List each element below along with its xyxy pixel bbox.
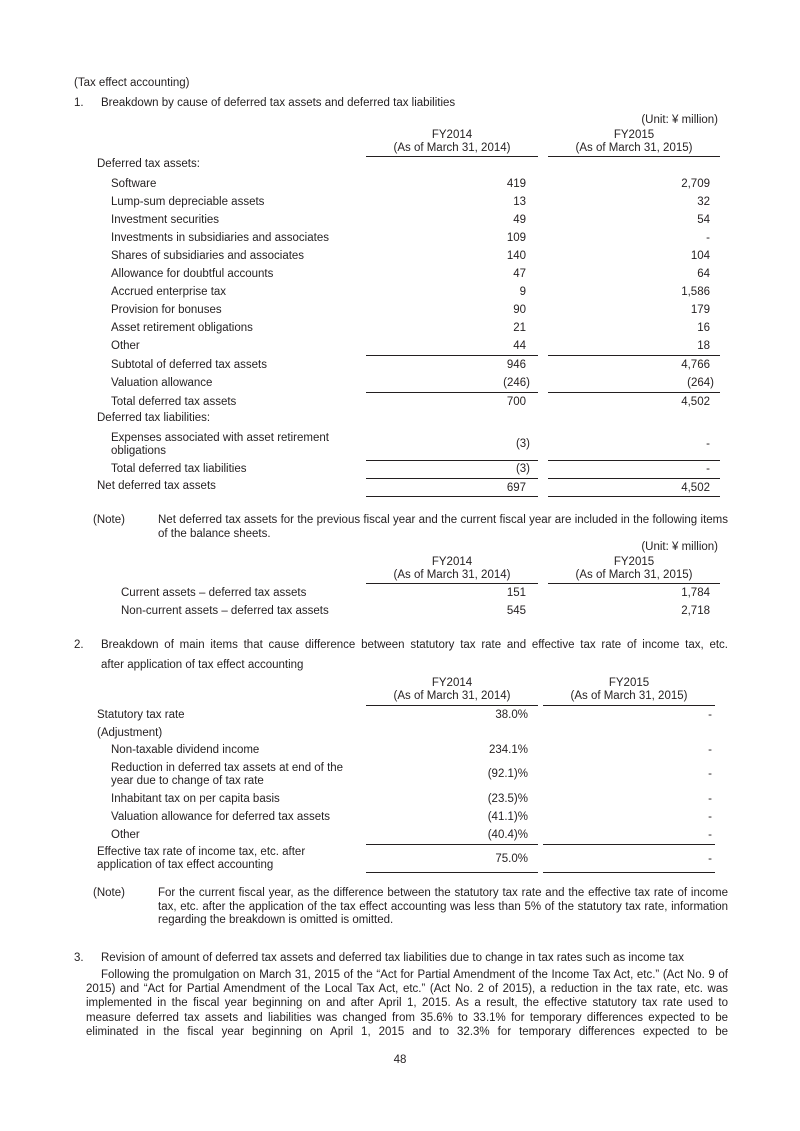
row-value-fy2014: 75.0% bbox=[495, 853, 528, 865]
section1-col1-header-rule bbox=[366, 156, 538, 157]
row-value-fy2015: - bbox=[708, 793, 712, 805]
row-value-fy2014: (3) bbox=[515, 463, 530, 475]
row-value-fy2015: - bbox=[708, 853, 712, 865]
row-label: Investment securities bbox=[111, 214, 220, 226]
row-value-fy2015: 16 bbox=[697, 322, 710, 334]
row-label: Net deferred tax assets bbox=[97, 480, 216, 492]
row-value-fy2015: 32 bbox=[697, 196, 710, 208]
row-value-fy2015: - bbox=[706, 232, 710, 244]
note1-col1-sub: (As of March 31, 2014) bbox=[393, 569, 511, 581]
row-label: Inhabitant tax on per capita basis bbox=[111, 793, 280, 805]
row-label-line1: Expenses associated with asset retirement bbox=[111, 432, 329, 444]
section1-assets-heading: Deferred tax assets: bbox=[97, 158, 200, 170]
header-note: (Tax effect accounting) bbox=[74, 77, 190, 89]
section1-number: 1. bbox=[74, 97, 84, 109]
section1-col2-header-rule bbox=[548, 156, 720, 157]
row-value-fy2014: 545 bbox=[506, 605, 526, 617]
section1-subtotal-rule-fy2014 bbox=[366, 355, 538, 356]
row-label: Accrued enterprise tax bbox=[111, 286, 227, 298]
section2-effective-rule-fy2014 bbox=[366, 844, 538, 845]
section2-col1-title: FY2014 bbox=[431, 677, 473, 689]
section1-net-rule-fy2014 bbox=[366, 478, 538, 479]
section2-adjustment-heading: (Adjustment) bbox=[97, 727, 163, 739]
section1-subtotal-rule-fy2015 bbox=[548, 355, 720, 356]
row-value-fy2015: - bbox=[708, 811, 712, 823]
row-value-fy2015: - bbox=[706, 438, 710, 450]
row-value-fy2015: - bbox=[708, 744, 712, 756]
row-value-fy2015: 4,502 bbox=[681, 482, 710, 494]
row-value-fy2015: 1,586 bbox=[681, 286, 710, 298]
row-value-fy2014: 47 bbox=[513, 268, 526, 280]
row-label: Non-taxable dividend income bbox=[111, 744, 260, 756]
row-label: Total deferred tax assets bbox=[111, 396, 237, 408]
row-value-fy2015: (264) bbox=[687, 377, 714, 389]
note1-col1-header-rule bbox=[366, 583, 538, 584]
section3-number: 3. bbox=[74, 952, 84, 964]
row-value-fy2015: 4,766 bbox=[681, 359, 710, 371]
section1-title: Breakdown by cause of deferred tax assets and deferred tax liabilities bbox=[101, 97, 456, 109]
row-label: Subtotal of deferred tax assets bbox=[111, 359, 267, 371]
section1-net-bottom-rule-fy2014 bbox=[366, 496, 538, 497]
note1-col2-title: FY2015 bbox=[613, 556, 655, 568]
note1-col2-sub: (As of March 31, 2015) bbox=[575, 569, 693, 581]
row-label-line2: obligations bbox=[111, 445, 166, 457]
note1-col2-header-rule bbox=[548, 583, 720, 584]
section1-net-bottom-rule-fy2015 bbox=[548, 496, 720, 497]
row-label: Valuation allowance bbox=[111, 377, 213, 389]
row-value-fy2014: 140 bbox=[506, 250, 526, 262]
section2-title-line2: after application of tax effect accounting bbox=[101, 659, 304, 671]
section3-body: Following the promulgation on March 31, 2015 of the “Act for Partial Amendment of the Income Tax Act, etc.” (Act No. 9 of 2015) and “Act for Partial Amendment of the Local Tax Act, etc.” (Act No. 2 of 2015), a reduction in the tax rate, etc. was implemented in the fiscal year beginning on and after April 1, 2015. As a result, the effective statutory tax rate used to measure deferred tax assets and liabilities was changed from 35.6% to 33.1% for temporary differences expected to be eliminated in the fiscal year beginning on April 1, 2015 and to 32.3% for temporary differences expected to be bbox=[86, 969, 728, 1038]
row-value-fy2015: 4,502 bbox=[681, 396, 710, 408]
section1-total-rule-fy2014 bbox=[366, 392, 538, 393]
row-value-fy2014: 419 bbox=[506, 178, 526, 190]
row-label-line2: year due to change of tax rate bbox=[111, 775, 264, 787]
row-value-fy2014: 151 bbox=[506, 587, 526, 599]
row-value-fy2015: 2,718 bbox=[681, 605, 710, 617]
page-number: 48 bbox=[393, 1054, 407, 1066]
row-label: Provision for bonuses bbox=[111, 304, 222, 316]
section1-total-rule-fy2015 bbox=[548, 392, 720, 393]
row-label: Shares of subsidiaries and associates bbox=[111, 250, 305, 262]
row-label: Total deferred tax liabilities bbox=[111, 463, 247, 475]
row-label: Lump-sum depreciable assets bbox=[111, 196, 265, 208]
section2-col2-title: FY2015 bbox=[608, 677, 650, 689]
row-value-fy2015: 2,709 bbox=[681, 178, 710, 190]
row-value-fy2014: (92.1)% bbox=[487, 768, 528, 780]
row-label: Investments in subsidiaries and associates bbox=[111, 232, 329, 244]
row-label-line1: Effective tax rate of income tax, etc. after bbox=[97, 846, 306, 858]
note2-label: (Note) bbox=[93, 887, 125, 899]
row-value-fy2014: 13 bbox=[513, 196, 526, 208]
section2-effective-rule-fy2015 bbox=[543, 844, 715, 845]
section2-col1-header-rule bbox=[366, 705, 538, 706]
row-value-fy2014: 44 bbox=[513, 340, 526, 352]
row-value-fy2015: 1,784 bbox=[681, 587, 710, 599]
row-label: Statutory tax rate bbox=[97, 709, 185, 721]
section1-unit: (Unit: ¥ million) bbox=[641, 114, 718, 126]
section1-col1-sub: (As of March 31, 2014) bbox=[393, 142, 511, 154]
section1-liab-rule-fy2015 bbox=[548, 460, 720, 461]
row-value-fy2015: 54 bbox=[697, 214, 710, 226]
row-value-fy2015: 104 bbox=[690, 250, 710, 262]
row-value-fy2014: 946 bbox=[506, 359, 526, 371]
section2-number: 2. bbox=[74, 639, 84, 651]
section1-liab-rule-fy2014 bbox=[366, 460, 538, 461]
section1-col2-sub: (As of March 31, 2015) bbox=[575, 142, 693, 154]
row-value-fy2014: 109 bbox=[506, 232, 526, 244]
section2-bottom-rule-fy2015 bbox=[543, 872, 715, 873]
section2-col2-header-rule bbox=[543, 705, 715, 706]
section2-bottom-rule-fy2014 bbox=[366, 872, 538, 873]
section1-col1-title: FY2014 bbox=[431, 129, 473, 141]
section1-col2-title: FY2015 bbox=[613, 129, 655, 141]
section1-liabilities-heading: Deferred tax liabilities: bbox=[97, 412, 211, 424]
row-value-fy2015: - bbox=[708, 829, 712, 841]
row-value-fy2014: 49 bbox=[513, 214, 526, 226]
row-value-fy2014: 9 bbox=[519, 286, 526, 298]
row-value-fy2014: 90 bbox=[513, 304, 526, 316]
section2-title-line1: Breakdown of main items that cause difference between statutory tax rate and effective tax rate of income tax, etc. bbox=[101, 639, 728, 651]
note2-text: For the current fiscal year, as the difference between the statutory tax rate and the effective tax rate of income tax, etc. after the application of the tax effect accounting was less than 5% of the statutory tax rate, information regarding the breakdown is omitted is omitted. bbox=[158, 887, 728, 926]
row-value-fy2015: - bbox=[706, 463, 710, 475]
row-value-fy2014: 38.0% bbox=[495, 709, 528, 721]
row-value-fy2014: 234.1% bbox=[488, 744, 528, 756]
section2-col1-sub: (As of March 31, 2014) bbox=[393, 690, 511, 702]
row-value-fy2015: 179 bbox=[690, 304, 710, 316]
row-label: Asset retirement obligations bbox=[111, 322, 253, 334]
row-value-fy2015: - bbox=[708, 709, 712, 721]
row-label: Non-current assets – deferred tax assets bbox=[121, 605, 329, 617]
row-value-fy2015: 18 bbox=[697, 340, 710, 352]
row-value-fy2014: 700 bbox=[506, 396, 526, 408]
row-value-fy2014: (23.5)% bbox=[487, 793, 528, 805]
section2-col2-sub: (As of March 31, 2015) bbox=[570, 690, 688, 702]
note1-col1-title: FY2014 bbox=[431, 556, 473, 568]
row-label: Valuation allowance for deferred tax assets bbox=[111, 811, 331, 823]
row-label: Other bbox=[111, 340, 140, 352]
note1-text: Net deferred tax assets for the previous fiscal year and the current fiscal year are included in the following items of the balance sheets. bbox=[158, 514, 728, 540]
row-label-line1: Reduction in deferred tax assets at end of the bbox=[111, 762, 344, 774]
section3-title: Revision of amount of deferred tax assets and deferred tax liabilities due to change in tax rates such as income tax bbox=[101, 952, 684, 964]
row-value-fy2014: (41.1)% bbox=[487, 811, 528, 823]
row-value-fy2014: (246) bbox=[503, 377, 530, 389]
row-value-fy2014: 697 bbox=[506, 482, 526, 494]
row-value-fy2014: (3) bbox=[515, 438, 530, 450]
row-label: Current assets – deferred tax assets bbox=[121, 587, 307, 599]
section1-net-rule-fy2015 bbox=[548, 478, 720, 479]
row-label: Other bbox=[111, 829, 140, 841]
row-value-fy2015: - bbox=[708, 768, 712, 780]
row-value-fy2014: (40.4)% bbox=[487, 829, 528, 841]
row-label: Allowance for doubtful accounts bbox=[111, 268, 274, 280]
note1-unit: (Unit: ¥ million) bbox=[641, 541, 718, 553]
row-value-fy2015: 64 bbox=[697, 268, 710, 280]
row-label-line2: application of tax effect accounting bbox=[97, 859, 274, 871]
row-label: Software bbox=[111, 178, 157, 190]
row-value-fy2014: 21 bbox=[513, 322, 526, 334]
note1-label: (Note) bbox=[93, 514, 125, 526]
